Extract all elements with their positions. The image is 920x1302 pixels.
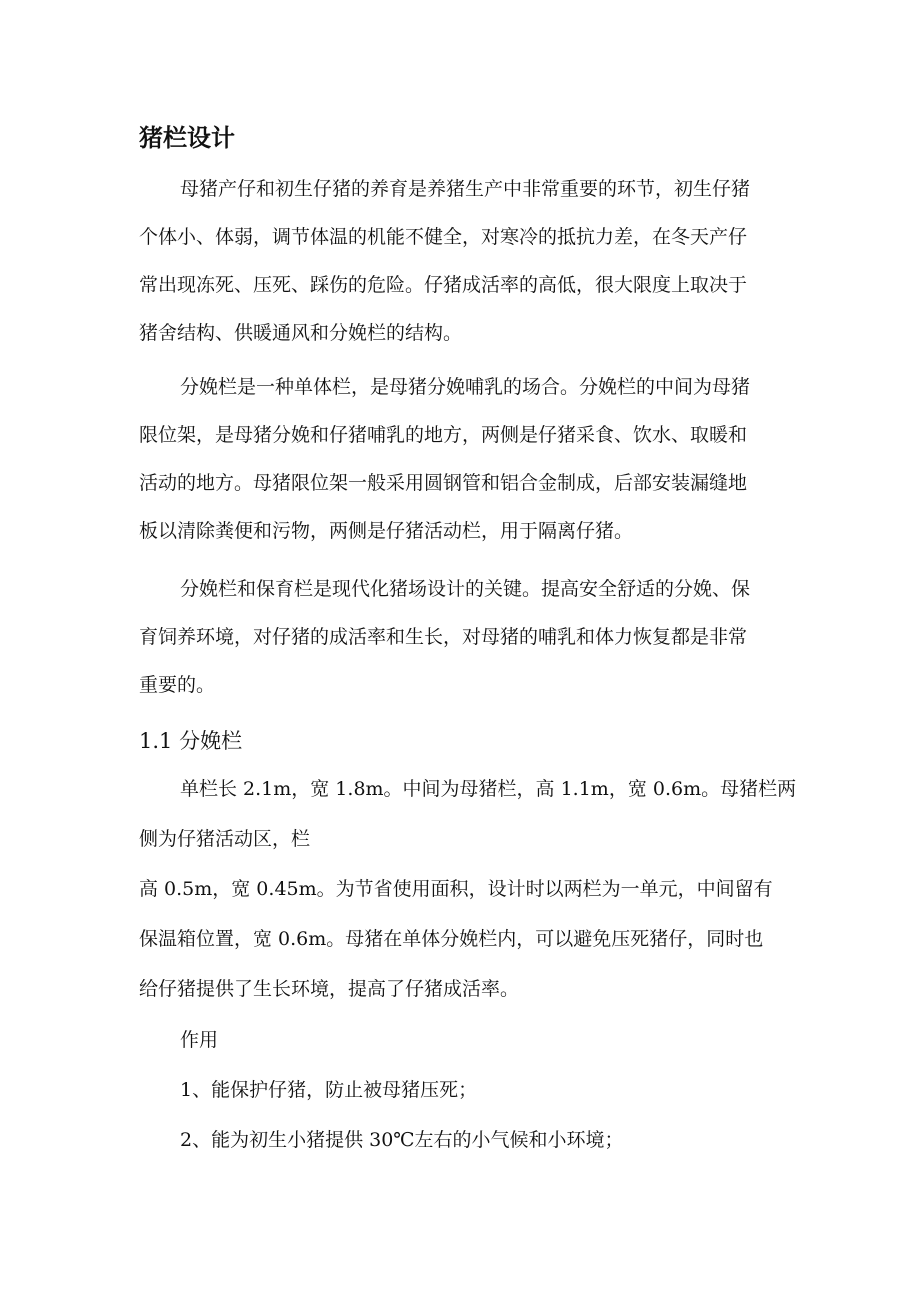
paragraph-4-line-1: 单栏长 2.1m，宽 1.8m。中间为母猪栏，高 1.1m，宽 0.6m。母猪栏两 (180, 778, 797, 800)
paragraph-2-line-2: 限位架，是母猪分娩和仔猪哺乳的地方，两侧是仔猪采食、饮水、取暖和 (139, 424, 748, 446)
paragraph-2-line-3: 活动的地方。母猪限位架一般采用圆钢管和铝合金制成，后部安装漏缝地 (139, 472, 748, 494)
paragraph-1-line-1: 母猪产仔和初生仔猪的养育是养猪生产中非常重要的环节，初生仔猪 (180, 178, 751, 200)
paragraph-1-line-3: 常出现冻死、压死、踩伤的危险。仔猪成活率的高低，很大限度上取决于 (139, 274, 748, 296)
paragraph-3-line-2: 育饲养环境，对仔猪的成活率和生长，对母猪的哺乳和体力恢复都是非常 (139, 626, 748, 648)
paragraph-5-line-3: 给仔猪提供了生长环境，提高了仔猪成活率。 (139, 978, 520, 1000)
paragraph-3-line-1: 分娩栏和保育栏是现代化猪场设计的关键。提高安全舒适的分娩、保 (180, 578, 751, 600)
paragraph-5-line-1: 高 0.5m，宽 0.45m。为节省使用面积，设计时以两栏为一单元，中间留有 (139, 878, 773, 900)
function-item-2: 2、能为初生小猪提供 30℃左右的小气候和小环境； (180, 1129, 624, 1151)
section-heading: 1.1 分娩栏 (139, 729, 243, 753)
document-title: 猪栏设计 (139, 124, 235, 152)
paragraph-1-line-4: 猪舍结构、供暖通风和分娩栏的结构。 (139, 322, 463, 344)
paragraph-1-line-2: 个体小、体弱，调节体温的机能不健全，对寒冷的抵抗力差，在冬天产仔 (139, 226, 748, 248)
function-heading: 作用 (180, 1029, 219, 1051)
function-item-1: 1、能保护仔猪，防止被母猪压死； (180, 1079, 478, 1101)
paragraph-2-line-1: 分娩栏是一种单体栏，是母猪分娩哺乳的场合。分娩栏的中间为母猪 (180, 376, 751, 398)
paragraph-2-line-4: 板以清除粪便和污物，两侧是仔猪活动栏，用于隔离仔猪。 (139, 520, 634, 542)
paragraph-3-line-3: 重要的。 (139, 674, 216, 696)
paragraph-5-line-2: 保温箱位置，宽 0.6m。母猪在单体分娩栏内，可以避免压死猪仔，同时也 (139, 928, 764, 950)
paragraph-4-line-2: 侧为仔猪活动区，栏 (139, 828, 311, 850)
